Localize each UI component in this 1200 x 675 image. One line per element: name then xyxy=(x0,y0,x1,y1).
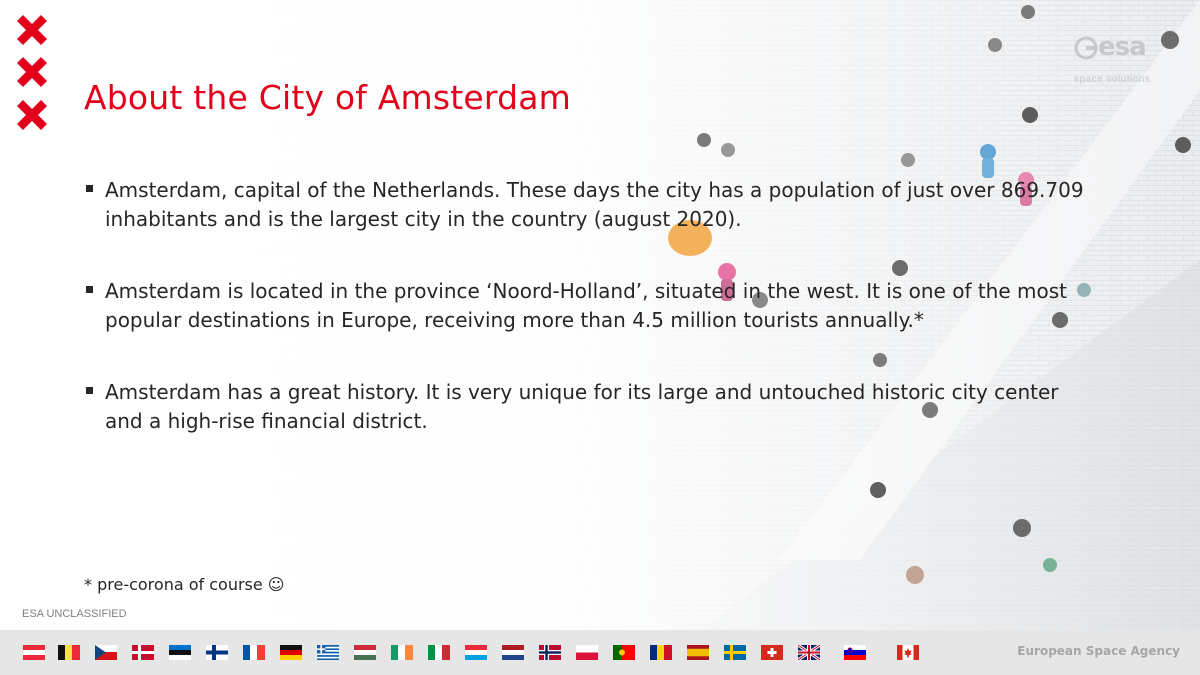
amsterdam-x-icon xyxy=(15,98,49,132)
flag-romania-icon xyxy=(650,645,672,660)
esa-logo xyxy=(1072,30,1172,92)
flag-finland-icon xyxy=(206,645,228,660)
square-bullet-icon xyxy=(86,185,93,192)
agency-name: European Space Agency xyxy=(1017,644,1180,658)
square-bullet-icon xyxy=(86,387,93,394)
square-bullet-icon xyxy=(86,286,93,293)
flag-france-icon xyxy=(243,645,265,660)
bullet-list xyxy=(84,176,1094,479)
esa-emblem-icon xyxy=(1074,36,1098,60)
flag-ireland-icon xyxy=(391,645,413,660)
bullet-item xyxy=(84,176,1094,234)
flag-italy-icon xyxy=(428,645,450,660)
flag-poland-icon xyxy=(576,645,598,660)
slide-title: About the City of Amsterdam xyxy=(84,78,572,117)
bullet-item xyxy=(84,378,1094,436)
flag-switzerland-icon xyxy=(761,645,783,660)
flag-netherlands-icon xyxy=(502,645,524,660)
esa-logo-text: esa xyxy=(1098,32,1146,62)
bullet-text: Amsterdam is located in the province ‘Noord-Holland’, situated in the west. It is one of the most popular destinations in Europe, receiving more than 4.5 million tourists annually.* xyxy=(105,279,1068,332)
flag-czech-republic-icon xyxy=(95,645,117,660)
flag-spain-icon xyxy=(687,645,709,660)
flag-germany-icon xyxy=(280,645,302,660)
flag-united-kingdom-icon xyxy=(798,645,820,660)
bullet-text: Amsterdam has a great history. It is very unique for its large and untouched historic city center and a high-rise financial district. xyxy=(105,380,1059,433)
flag-austria-icon xyxy=(23,645,45,660)
flag-portugal-icon xyxy=(613,645,635,660)
flag-hungary-icon xyxy=(354,645,376,660)
flag-sweden-icon xyxy=(724,645,746,660)
member-state-flags-bar xyxy=(0,630,1200,675)
classification-label: ESA UNCLASSIFIED xyxy=(22,608,127,620)
bullet-item xyxy=(84,277,1094,335)
flag-canada-icon xyxy=(897,645,919,660)
flag-belgium-icon xyxy=(58,645,80,660)
bullet-text: Amsterdam, capital of the Netherlands. These days the city has a population of just over 869.709 inhabitants and is the largest city in the country (august 2020). xyxy=(105,178,1084,231)
amsterdam-x-icon xyxy=(15,55,49,89)
amsterdam-x-icon xyxy=(15,13,49,47)
footnote: * pre-corona of course ☺ xyxy=(84,575,285,594)
flag-greece-icon xyxy=(317,645,339,660)
flag-estonia-icon xyxy=(169,645,191,660)
flag-denmark-icon xyxy=(132,645,154,660)
flag-luxembourg-icon xyxy=(465,645,487,660)
flag-norway-icon xyxy=(539,645,561,660)
flag-slovenia-icon xyxy=(844,645,866,660)
esa-logo-tagline: space solutions xyxy=(1074,74,1151,85)
